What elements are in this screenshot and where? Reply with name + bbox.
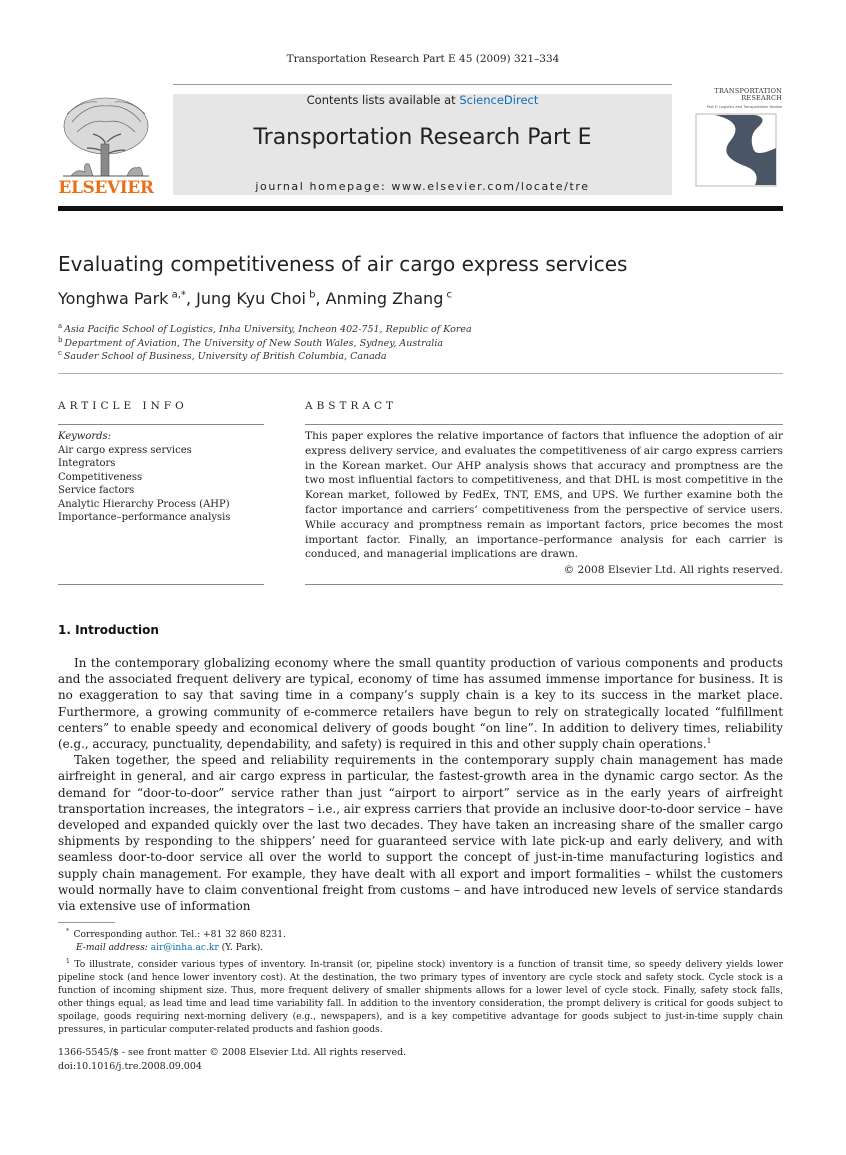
header-rule (173, 84, 672, 85)
affiliation: $^b$ Department of Aviation, The University of New South Wales, Sydney, Australia (58, 336, 444, 350)
abstract-rule-bottom (305, 584, 783, 585)
cover-title (700, 88, 782, 102)
footnote-1: $^1$ To illustrate, consider various types of inventory. In-transit (or, pipeline stock) inventory is a function of transit time, so speedy delivery yields lower pipeline stock (and hence lower inventory cost). At the destination, the two primary types of inventory are cycle stock and safety stock. Cycle stock is a function of incoming shipment size. Thus, more frequent delivery of smaller shipments allows for a lower level of cycle stock. Finally, safety stock falls, other things equal, as lead time and lead time variability fall. In addition to the inventory consideration, the prompt delivery is critical for goods subject to spoilage, goods requiring next-morning delivery (e.g., newspapers), and is a key competitive advantage for goods subject to just-in-time supply chain pressures, in particular computer-related products and fashion goods. (58, 958, 783, 1036)
article-info-label: ARTICLE INFO (58, 400, 188, 412)
footnotes (58, 925, 783, 1037)
doi-line[interactable]: doi:10.1016/j.tre.2008.09.004 (58, 1061, 202, 1072)
masthead-rule (58, 206, 783, 211)
email-note: E-mail address: air@inha.ac.kr (Y. Park). (76, 943, 264, 954)
cover-subtitle: Part E: Logistics and Transportation Review (706, 105, 782, 109)
author-name[interactable]: Jung Kyu Choi (196, 289, 306, 308)
footnote-ref[interactable]: 1 (706, 736, 712, 746)
paragraph: Taken together, the speed and reliability requirements in the contemporary supply chain management has made airfreight in general, and air cargo express in particular, the fastest-growth area in the dynamic cargo sector. As the demand for “door-to-door” service rather than just “airport to airport” service as in the early years of airfreight transportation increases, the integrators – i.e., air express carriers that provide an inclusive door-to-door service – have developed and expanded quickly over the last two decades. They have taken an increasing share of the smaller cargo shipments by responding to the shippers’ need for guaranteed service with late pick-up and early delivery, and with seamless door-to-door service all over the world to support the concept of just-in-time manufacturing logistics and supply chain management. For example, they have dealt with all export and import formalities – whilst the customers would normally have to claim conventional freight from customs – and have introduced new levels of service standards via extensive use of information (58, 753, 783, 914)
article-title: Evaluating competitiveness of air cargo express services (58, 252, 628, 276)
keywords-label: Keywords: (58, 431, 112, 442)
author-marks[interactable]: b (309, 289, 316, 301)
keyword: Competitiveness (58, 471, 143, 483)
journal-title: Transportation Research Part E (253, 125, 592, 150)
keyword: Air cargo express services (58, 444, 192, 456)
body-text (58, 655, 783, 914)
sciencedirect-link[interactable]: ScienceDirect (459, 93, 539, 107)
journal-cover-image (695, 88, 783, 188)
affiliation-rule (58, 373, 783, 374)
keyword: Integrators (58, 458, 116, 469)
author-marks[interactable]: c (446, 289, 453, 301)
article-info-rule-bottom (58, 584, 264, 585)
corresponding-author-note: * Corresponding author. Tel.: +81 32 860 8231. (66, 928, 286, 941)
affiliation: $^c$ Sauder School of Business, University of British Columbia, Canada (58, 349, 387, 363)
keyword: Service factors (58, 485, 135, 496)
keyword: Analytic Hierarchy Process (AHP) (58, 498, 230, 510)
author-marks[interactable]: a,* (171, 289, 186, 301)
contents-line (173, 93, 672, 107)
publisher-logo-text: ELSEVIER (58, 178, 154, 198)
running-head: Transportation Research Part E 45 (2009) 321–334 (286, 53, 560, 65)
cover-title-line1: TRANSPORTATION (714, 87, 782, 95)
abstract-rule (305, 424, 783, 425)
abstract-label: ABSTRACT (305, 400, 398, 412)
section-heading: 1. Introduction (58, 623, 159, 637)
keywords-block (58, 430, 264, 525)
contents-prefix: Contents lists available at (306, 93, 460, 107)
cover-title-line2: RESEARCH (741, 94, 782, 102)
abstract-copyright: © 2008 Elsevier Ltd. All rights reserved. (563, 564, 783, 576)
issn-line: 1366-5545/$ - see front matter © 2008 Elsevier Ltd. All rights reserved. (58, 1047, 407, 1058)
author-name[interactable]: Yonghwa Park (58, 289, 169, 308)
keyword: Importance–performance analysis (58, 512, 231, 523)
article-info-rule (58, 424, 264, 425)
email-link[interactable]: air@inha.ac.kr (150, 943, 219, 954)
paragraph: In the contemporary globalizing economy where the small quantity production of various components and products and the associated frequent delivery are typical, economy of time has assumed immense importance for business. It is no exaggeration to say that saving time in a company’s supply chain is a key to its success in the market place. Furthermore, a growing community of e-commerce retailers have begun to rely on strategically located “fulfillment centers” to enable speedy and economical delivery of goods bought “on line”. In addition to delivery times, reliability (e.g., accuracy, punctuality, dependability, and safety) is required in this and other supply chain operations.$^1$ (58, 656, 783, 752)
author-name[interactable]: Anming Zhang (325, 289, 444, 308)
abstract-text: This paper explores the relative importance of factors that influence the adoption of air express delivery service, and evaluates the competitiveness of air cargo express carriers in the Korean market. Our AHP analysis shows that accuracy and promptness are the two most influential factors to competitiveness, and that DHL is most competitive in the Korean market, followed by FedEx, TNT, EMS, and UPS. We further examine both the factor importance and carriers’ competitiveness from the perspective of service users. While accuracy and promptness remain as important factors, price becomes the most important factor. Finally, an importance–performance analysis for each carrier is conduced, and managerial implications are drawn. (305, 430, 783, 561)
footnote-rule (58, 922, 115, 923)
affiliation: $^a$ Asia Pacific School of Logistics, Inha University, Incheon 402-751, Republic of Korea (58, 322, 472, 336)
journal-homepage[interactable]: journal homepage: www.elsevier.com/locate/tre (255, 180, 590, 193)
author-list: Yonghwa Park $^{a,*}$, Jung Kyu Choi $^b$, Anming Zhang $^c$ (58, 289, 453, 308)
